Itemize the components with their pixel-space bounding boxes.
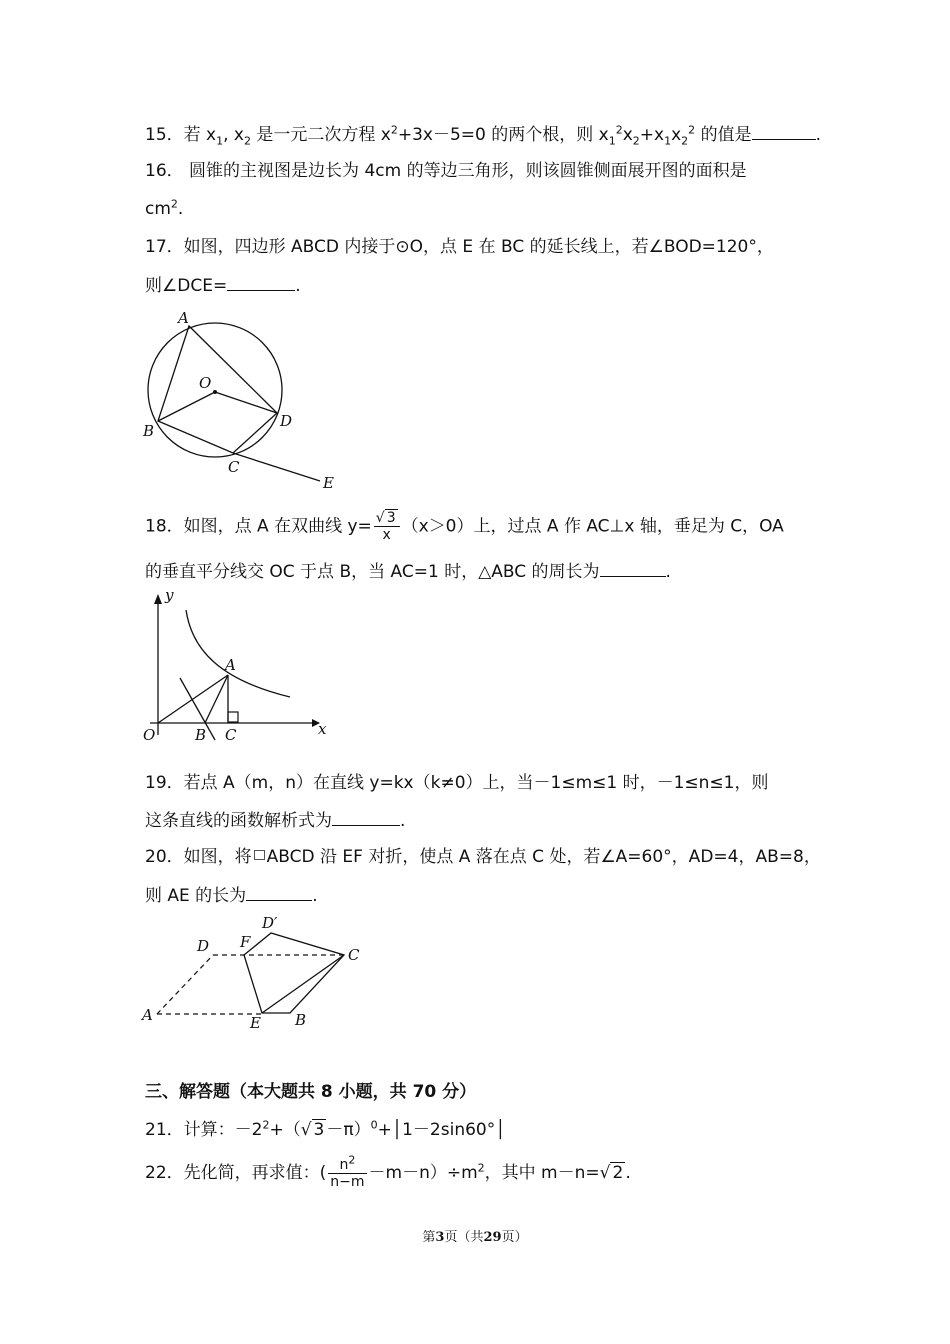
question-15: 15．若 $x_1$, $x_2$ 是一元二次方程 $x^2+3x-5=0$ 的两个根，则 $x_1^2x_2+x_1x_2^2$ 的值是 . [145,121,821,147]
label-c: C [228,458,240,476]
label-o: O [143,726,156,744]
fraction: $\frac{√ 3}{x}$ [374,510,400,543]
dashed-ad [157,955,213,1014]
question-20: 20．如图，将 ABCD 沿 EF 对折，使点 A 落在点 C 处，若∠A=60°，AD=4，AB=8， [145,847,821,867]
label-d-prime: D′ [262,914,278,932]
label-a: A [178,309,189,327]
folded-shape [244,933,344,1013]
question-20-line2: 则 AE 的长为 . [145,882,318,908]
page-footer: 第3页（共29页） [422,1230,528,1245]
question-19: 19．若点 A（m，n）在直线 y=kx（k≠0）上，当－1≤m≤1 时，－1≤n≤1，则 [145,773,769,793]
question-17: 17．如图，四边形 ABCD 内接于⊙O，点 E 在 BC 的延长线上，若∠BOD=120°， [145,237,774,257]
section-heading: 三、解答题（本大题共 8 小题，共 70 分） [145,1082,477,1102]
question-16-line2: $cm^2$. [145,197,184,219]
question-21: 21．计算：$-2^2+(√$ 3 －π）$^0$+│1－2sin60°│ [145,1118,506,1140]
label-f: F [240,933,251,951]
label-e: E [250,1014,261,1032]
label-b: B [143,422,155,440]
label-e: E [323,474,334,492]
question-22: 22．先化简，再求值：( $\frac{n^2}{n-m}$ $-m-n)\div m^2$，其中 m－n=√ 2 . [145,1152,631,1190]
label-c: C [225,726,237,744]
question-17-line2: 则∠DCE= . [145,272,301,298]
fraction: $\frac{n^2}{n-m}$ [330,1152,365,1190]
label-d: D [197,937,210,955]
label-a: A [225,656,236,674]
label-b: B [295,1011,307,1029]
label-a: A [142,1006,153,1024]
segment-ec [262,955,344,1013]
label-x: x [318,720,327,738]
question-19-line2: 这条直线的函数解析式为 . [145,807,405,833]
label-d: D [280,412,293,430]
label-y: y [165,586,174,604]
label-o: O [199,374,212,392]
question-18: 18．如图，点 A 在双曲线 y= $\frac{√ 3}{x}$ （x＞0）上，过点 A 作 AC⊥x 轴，垂足为 C，OA [145,510,784,543]
question-16: 16． 圆锥的主视图是边长为 4cm 的等边三角形，则该圆锥侧面展开图的面积是 [145,161,747,181]
label-b: B [195,726,207,744]
question-18-line2: 的垂直平分线交 OC 于点 B，当 AC=1 时，△ABC 的周长为 . [145,558,671,584]
label-c: C [348,946,360,964]
